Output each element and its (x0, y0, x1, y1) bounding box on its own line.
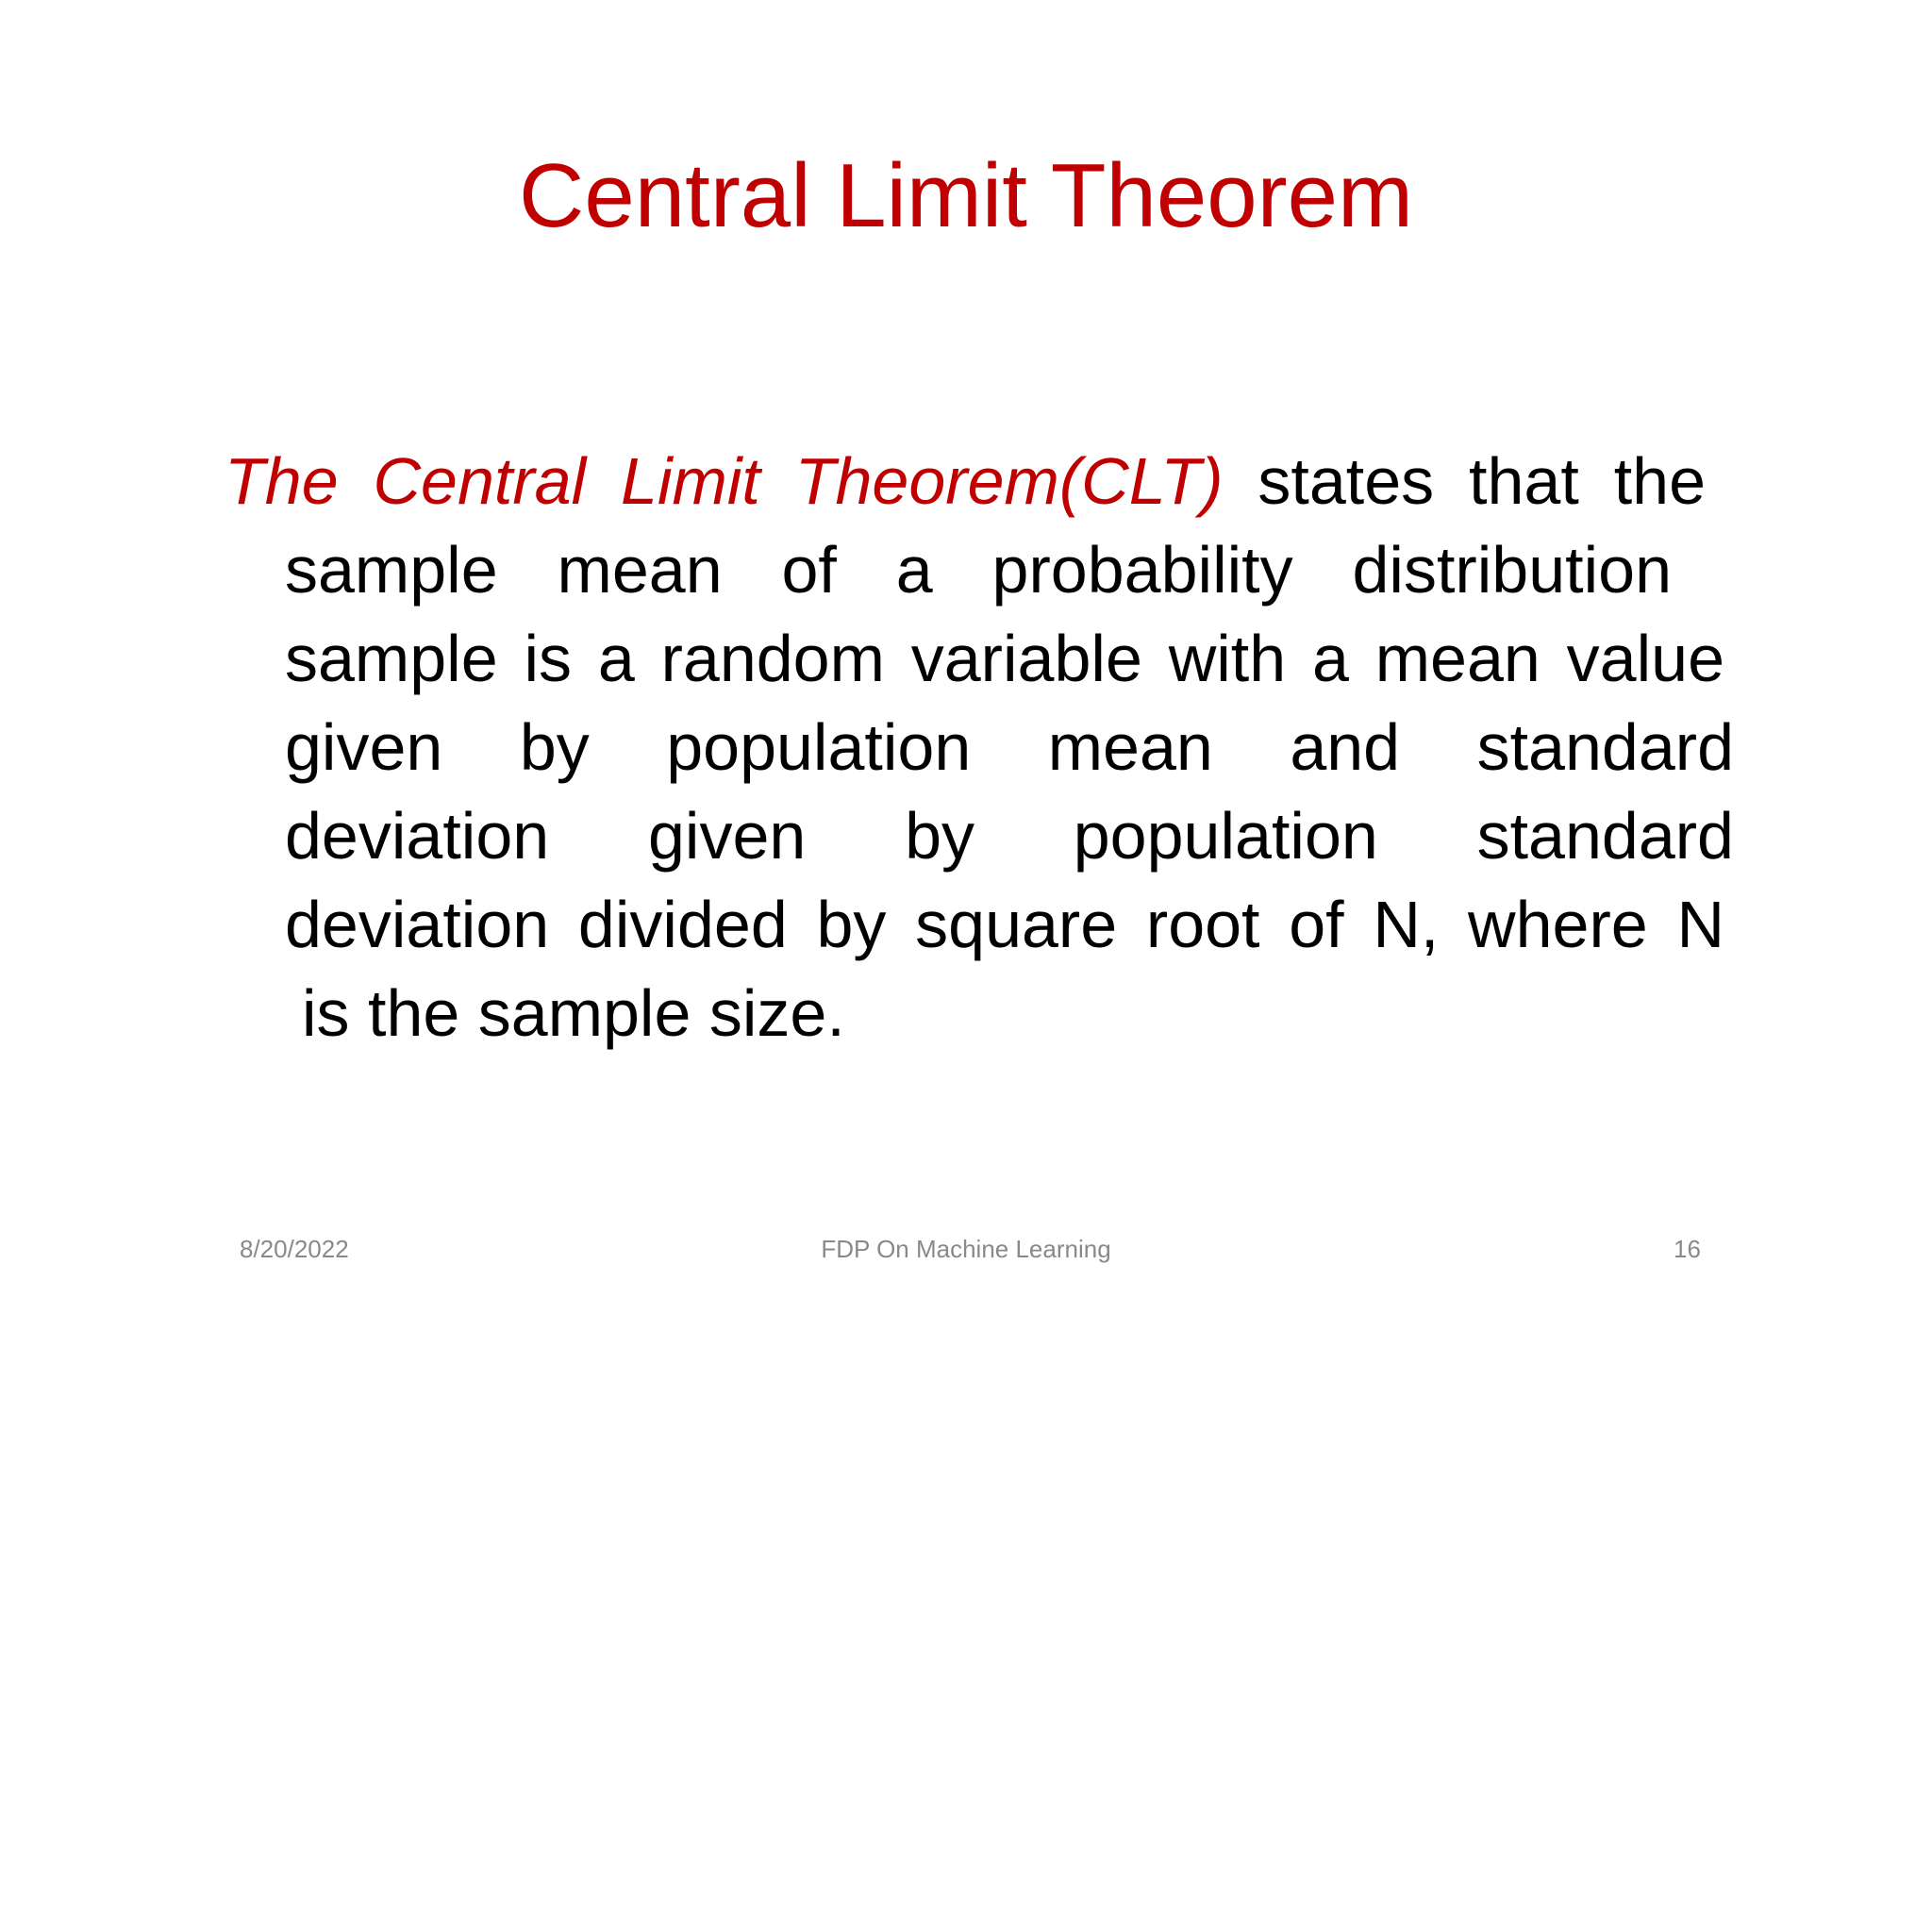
body-line-5: deviation given by population standard (285, 799, 1734, 873)
body-line-6: deviation divided by square root of N, where N (285, 888, 1724, 961)
footer-date: 8/20/2022 (240, 1235, 349, 1263)
body-line-3: sample is a random variable with a mean value (285, 622, 1724, 695)
body-line-4: given by population mean and standard (285, 710, 1734, 784)
body-line-2: sample mean of a probability distribution (285, 533, 1672, 607)
footer-page-number: 16 (1674, 1235, 1701, 1263)
footer-title: FDP On Machine Learning (821, 1235, 1111, 1263)
clt-term: The Central Limit Theorem(CLT) (225, 444, 1224, 518)
body-line-7: is the sample size. (302, 976, 845, 1050)
body-line-1-rest: states that the (1223, 444, 1707, 518)
body-paragraph (225, 437, 1734, 1057)
body-line-1 (225, 437, 1706, 525)
slide-title: Central Limit Theorem (519, 145, 1413, 246)
